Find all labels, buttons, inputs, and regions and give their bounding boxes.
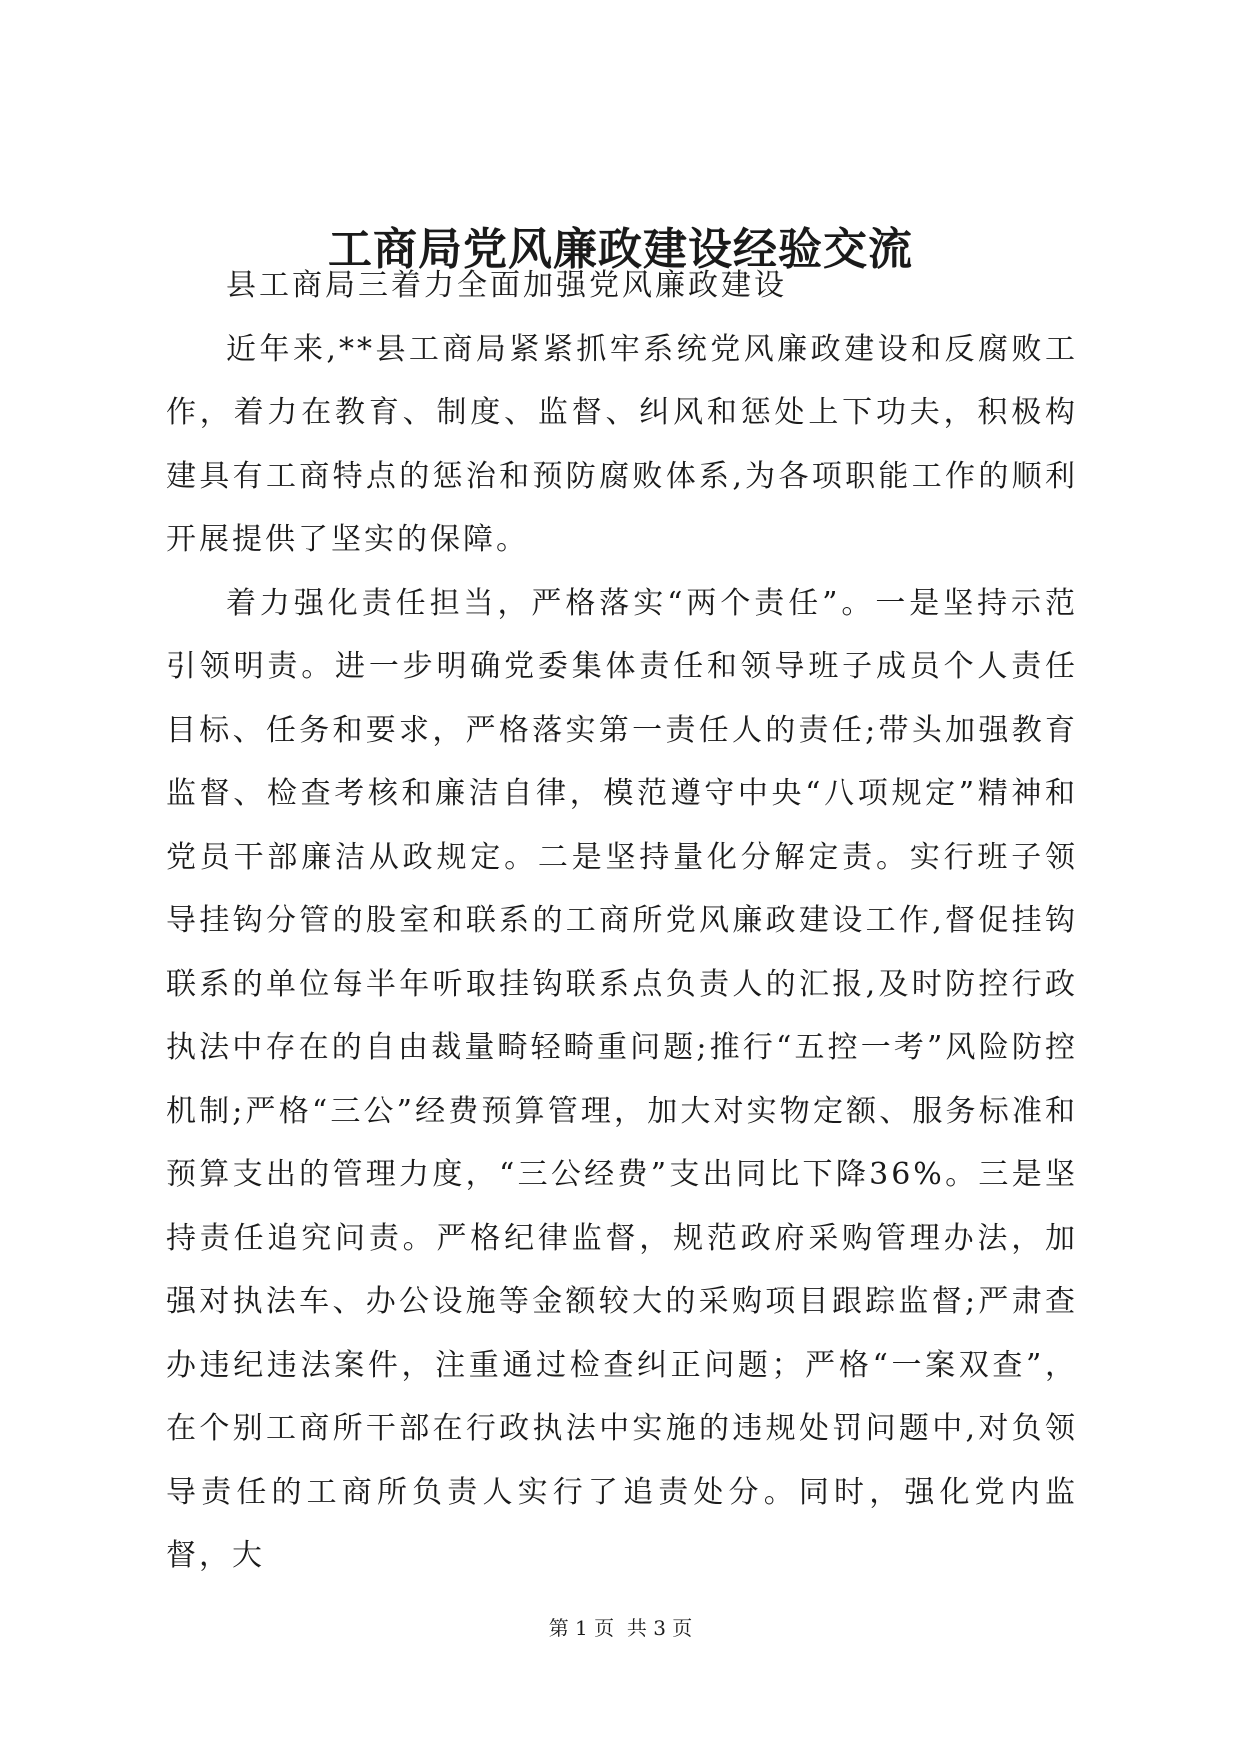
- page-number: 第 1 页 共 3 页: [548, 1616, 693, 1640]
- page-footer: [0, 1614, 1241, 1642]
- body-paragraph-responsibility: 着力强化责任担当，严格落实“两个责任”。一是坚持示范引领明责。进一步明确党委集体责任和领导班子成员个人责任目标、任务和要求，严格落实第一责任人的责任;带头加强教育监督、检查考核和廉洁自律，模范遵守中央“八项规定”精神和党员干部廉洁从政规定。二是坚持量化分解定责。实行班子领导挂钩分管的股室和联系的工商所党风廉政建设工作,督促挂钩联系的单位每半年听取挂钩联系点负责人的汇报,及时防控行政执法中存在的自由裁量畸轻畸重问题;推行“五控一考”风险防控机制;严格“三公”经费预算管理，加大对实物定额、服务标准和预算支出的管理力度，“三公经费”支出同比下降36%。三是坚持责任追究问责。严格纪律监督，规范政府采购管理办法，加强对执法车、办公设施等金额较大的采购项目跟踪监督;严肃查办违纪违法案件，注重通过检查纠正问题；严格“一案双查”，在个别工商所干部在行政执法中实施的违规处罚问题中,对负领导责任的工商所负责人实行了追责处分。同时，强化党内监督，大: [166, 585, 1078, 1573]
- document-title: 工商局党风廉政建设经验交流: [328, 224, 913, 275]
- body-paragraph-subtitle: 县工商局三着力全面加强党风廉政建设: [226, 268, 787, 303]
- document-body: [166, 254, 1078, 1588]
- body-paragraph-intro: 近年来,**县工商局紧紧抓牢系统党风廉政建设和反腐败工作，着力在教育、制度、监督、纠风和惩处上下功夫，积极构建具有工商特点的惩治和预防腐败体系,为各项职能工作的顺利开展提供了坚实的保障。: [166, 331, 1078, 557]
